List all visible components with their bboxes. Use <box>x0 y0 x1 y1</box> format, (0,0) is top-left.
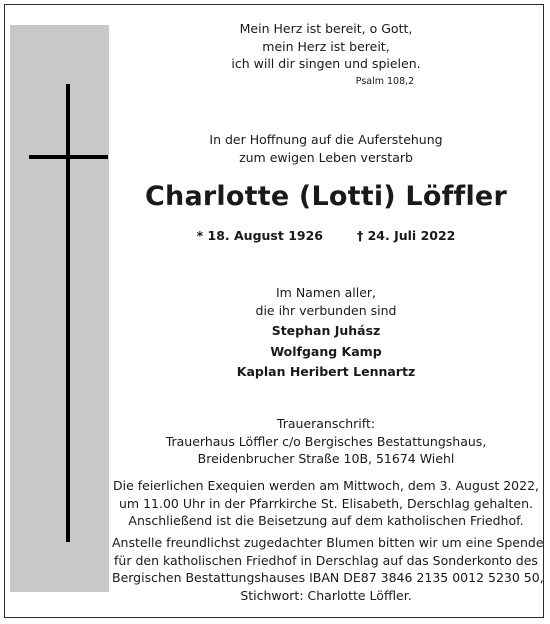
address-line: Breidenbrucher Straße 10B, 51674 Wiehl <box>197 451 455 466</box>
intro-line: zum ewigen Leben verstarb <box>239 149 413 165</box>
funeral-line: Anschließend ist die Beisetzung auf dem katholischen Friedhof. <box>128 513 524 528</box>
psalm-source: Psalm 108,2 <box>355 75 415 87</box>
funeral-block <box>112 477 540 530</box>
life-dates <box>112 227 540 244</box>
cross-vertical-beam <box>66 84 70 542</box>
donation-line: Anstelle freundlichst zugedachter Blumen bitten wir um eine Spende <box>112 535 544 550</box>
mourner-name: Kaplan Heribert Lennartz <box>236 364 416 379</box>
mourner-name: Stephan Juhász <box>271 323 381 338</box>
donation-block <box>112 534 544 604</box>
donation-line: für den katholischen Friedhof in Derschlag auf das Sonderkonto des <box>114 552 538 568</box>
donation-line: Bergischen Bestattungshauses IBAN DE87 3846 2135 0012 5230 50, <box>112 570 544 585</box>
intro-line: In der Hoffnung auf die Auferstehung <box>209 132 443 147</box>
deceased-name-block <box>112 180 540 214</box>
psalm-quote <box>112 20 540 88</box>
mourners-intro-line: die ihr verbunden sind <box>255 302 397 318</box>
address-line: Traueranschrift: <box>276 416 376 431</box>
address-block <box>112 415 540 468</box>
funeral-line: Die feierlichen Exequien werden am Mittwoch, dem 3. August 2022, <box>112 478 539 493</box>
intro-text <box>112 131 540 166</box>
psalm-line: Mein Herz ist bereit, o Gott, <box>239 21 413 36</box>
donation-line: Stichwort: Charlotte Löffler. <box>240 587 412 603</box>
death-date: † 24. Juli 2022 <box>357 228 456 243</box>
side-bar <box>10 25 109 592</box>
mourners-intro-line: Im Namen aller, <box>275 285 377 300</box>
mourner-name: Wolfgang Kamp <box>270 343 382 359</box>
birth-date: * 18. August 1926 <box>196 228 323 243</box>
deceased-name: Charlotte (Lotti) Löffler <box>145 181 507 212</box>
psalm-line: ich will dir singen und spielen. <box>231 56 421 71</box>
mourners-block <box>112 284 540 381</box>
cross-horizontal-beam <box>29 155 108 159</box>
funeral-line: um 11.00 Uhr in der Pfarrkirche St. Elisabeth, Derschlag gehalten. <box>119 495 533 511</box>
psalm-line: mein Herz ist bereit, <box>262 38 390 54</box>
address-line: Trauerhaus Löffler c/o Bergisches Bestattungshaus, <box>165 433 487 449</box>
